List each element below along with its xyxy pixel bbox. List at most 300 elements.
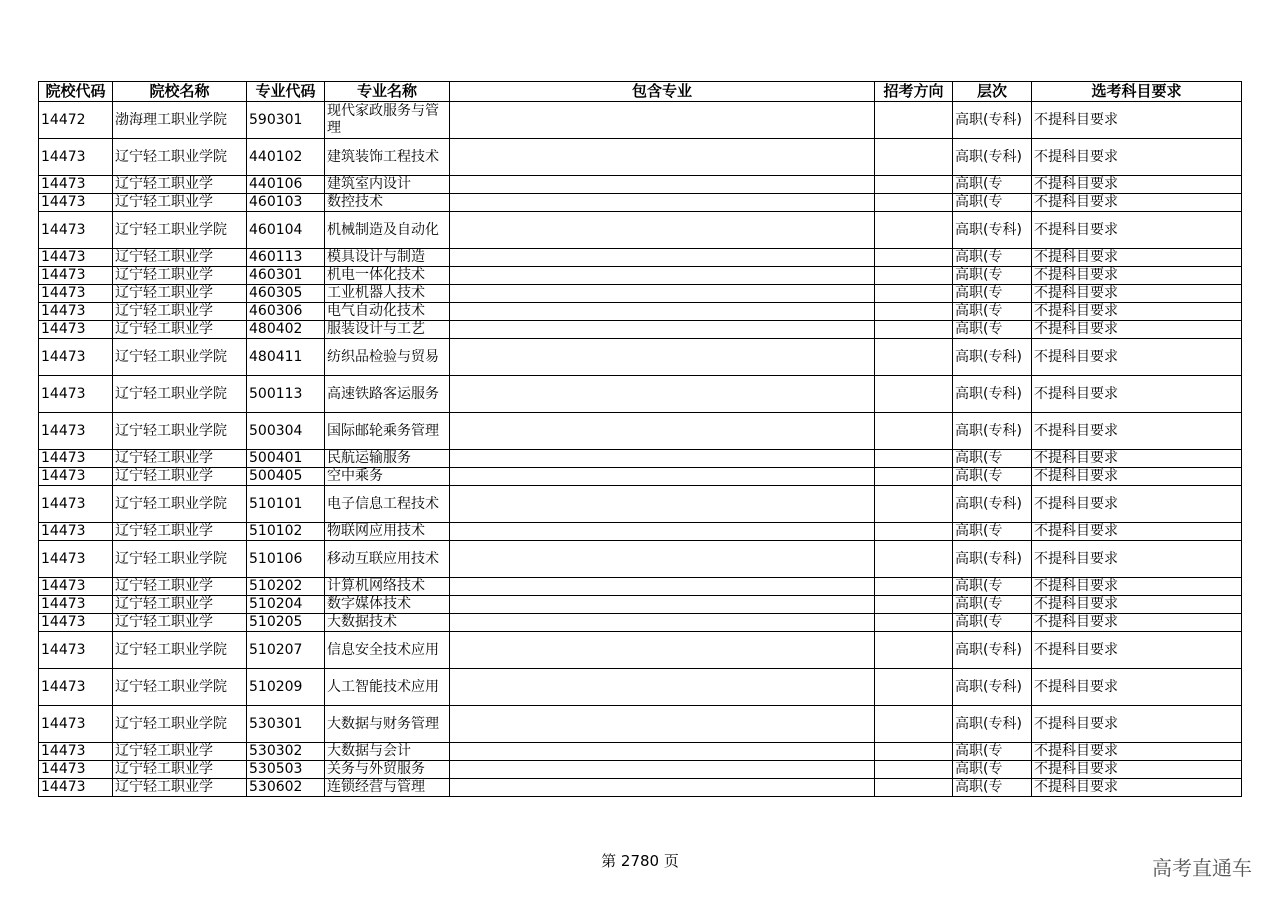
cell-major-name (325, 176, 450, 194)
cell-requirement-text: 不提科目要求 (1034, 450, 1118, 466)
cell-direction (875, 102, 953, 139)
cell-included-majors (450, 450, 875, 468)
cell-major-code-text: 460306 (249, 303, 303, 319)
cell-school-name-text: 辽宁轻工职业学 (115, 267, 213, 283)
cell-major-code-text: 440102 (249, 148, 303, 165)
cell-level (953, 176, 1032, 194)
cell-major-code (247, 339, 325, 376)
cell-requirement-text: 不提科目要求 (1034, 111, 1118, 128)
cell-school-code (39, 743, 113, 761)
cell-major-code-text: 480402 (249, 321, 303, 337)
cell-school-code-text: 14473 (41, 468, 86, 484)
cell-major-name (325, 779, 450, 797)
cell-major-code (247, 267, 325, 285)
cell-major-code (247, 194, 325, 212)
cell-major-name (325, 541, 450, 578)
cell-school-code-text: 14473 (41, 743, 86, 759)
cell-level-text: 高职(专科) (955, 550, 1022, 567)
cell-major-name (325, 761, 450, 779)
cell-school-code-text: 14473 (41, 385, 86, 402)
table-row (39, 267, 1242, 285)
cell-level-text: 高职(专科) (955, 148, 1022, 165)
cell-school-name (113, 761, 247, 779)
cell-included-majors (450, 285, 875, 303)
cell-school-name (113, 468, 247, 486)
header-requirement: 选考科目要求 (1032, 82, 1242, 102)
cell-major-code (247, 486, 325, 523)
cell-school-name-text: 辽宁轻工职业学 (115, 596, 213, 612)
cell-school-code (39, 541, 113, 578)
cell-requirement (1032, 743, 1242, 761)
table-row (39, 486, 1242, 523)
cell-school-code-text: 14473 (41, 715, 86, 732)
cell-requirement (1032, 413, 1242, 450)
cell-major-name (325, 706, 450, 743)
header-level: 层次 (953, 82, 1032, 102)
cell-level (953, 743, 1032, 761)
table-row (39, 102, 1242, 139)
cell-level-text: 高职(专 (955, 450, 1003, 466)
cell-school-code-text: 14473 (41, 779, 86, 795)
cell-requirement-text: 不提科目要求 (1034, 148, 1118, 165)
cell-requirement (1032, 468, 1242, 486)
watermark-text: 高考直通车 (1152, 856, 1252, 880)
cell-direction (875, 706, 953, 743)
cell-major-code (247, 413, 325, 450)
cell-level (953, 706, 1032, 743)
cell-direction (875, 614, 953, 632)
cell-level (953, 486, 1032, 523)
cell-major-code (247, 285, 325, 303)
table-row (39, 523, 1242, 541)
cell-major-name (325, 321, 450, 339)
cell-school-code (39, 303, 113, 321)
cell-major-name (325, 194, 450, 212)
cell-major-name-text: 数字媒体技术 (327, 596, 411, 612)
cell-school-name-text: 辽宁轻工职业学院 (115, 550, 227, 567)
cell-level (953, 596, 1032, 614)
table-row (39, 376, 1242, 413)
cell-school-name (113, 339, 247, 376)
cell-major-code-text: 510102 (249, 523, 303, 539)
cell-level-text: 高职(专科) (955, 678, 1022, 695)
cell-major-name-text: 现代家政服务与管理 (327, 103, 439, 136)
header-included-majors: 包含专业 (450, 82, 875, 102)
table-row (39, 706, 1242, 743)
cell-school-name-text: 辽宁轻工职业学 (115, 450, 213, 466)
cell-major-code-text: 510106 (249, 550, 303, 567)
cell-major-name-text: 大数据与财务管理 (327, 715, 439, 732)
cell-included-majors (450, 743, 875, 761)
cell-school-name-text: 辽宁轻工职业学院 (115, 148, 227, 165)
cell-major-name (325, 743, 450, 761)
cell-requirement (1032, 176, 1242, 194)
cell-requirement-text: 不提科目要求 (1034, 715, 1118, 732)
cell-major-code-text: 510204 (249, 596, 303, 612)
cell-direction (875, 212, 953, 249)
cell-major-code (247, 102, 325, 139)
cell-requirement-text: 不提科目要求 (1034, 743, 1118, 759)
cell-major-name-text: 计算机网络技术 (327, 578, 425, 594)
cell-requirement (1032, 267, 1242, 285)
cell-major-code-text: 510101 (249, 495, 303, 512)
cell-major-code-text: 510207 (249, 641, 303, 658)
cell-school-code-text: 14473 (41, 641, 86, 658)
cell-school-name-text: 辽宁轻工职业学 (115, 285, 213, 301)
cell-level-text: 高职(专 (955, 249, 1003, 265)
cell-major-code-text: 510205 (249, 614, 303, 630)
cell-requirement-text: 不提科目要求 (1034, 596, 1118, 612)
cell-school-code-text: 14473 (41, 285, 86, 301)
cell-major-name (325, 339, 450, 376)
cell-major-code-text: 480411 (249, 348, 303, 365)
cell-level (953, 761, 1032, 779)
cell-included-majors (450, 194, 875, 212)
cell-requirement-text: 不提科目要求 (1034, 761, 1118, 777)
cell-requirement (1032, 194, 1242, 212)
cell-level-text: 高职(专 (955, 267, 1003, 283)
cell-major-name-text: 人工智能技术应用 (327, 678, 439, 695)
cell-included-majors (450, 669, 875, 706)
cell-requirement-text: 不提科目要求 (1034, 422, 1118, 439)
cell-major-code-text: 500304 (249, 422, 303, 439)
cell-school-code-text: 14473 (41, 321, 86, 337)
cell-school-code (39, 176, 113, 194)
cell-major-name-text: 纺织品检验与贸易 (327, 348, 439, 365)
cell-major-code (247, 376, 325, 413)
cell-level-text: 高职(专 (955, 614, 1003, 630)
cell-major-code-text: 500401 (249, 450, 303, 466)
cell-school-name-text: 渤海理工职业学院 (115, 111, 227, 128)
cell-requirement-text: 不提科目要求 (1034, 321, 1118, 337)
cell-school-code (39, 450, 113, 468)
cell-school-code (39, 632, 113, 669)
cell-major-code-text: 460103 (249, 194, 303, 210)
cell-direction (875, 541, 953, 578)
cell-major-name-text: 物联网应用技术 (327, 523, 425, 539)
cell-included-majors (450, 468, 875, 486)
cell-school-name-text: 辽宁轻工职业学院 (115, 495, 227, 512)
cell-level-text: 高职(专 (955, 523, 1003, 539)
cell-level-text: 高职(专 (955, 743, 1003, 759)
cell-major-code (247, 596, 325, 614)
cell-included-majors (450, 303, 875, 321)
cell-school-name (113, 669, 247, 706)
cell-major-code (247, 523, 325, 541)
admissions-table (38, 81, 1242, 797)
cell-direction (875, 486, 953, 523)
cell-school-name (113, 578, 247, 596)
cell-major-name (325, 249, 450, 267)
cell-major-name-text: 信息安全技术应用 (327, 641, 439, 658)
cell-level (953, 523, 1032, 541)
cell-level (953, 614, 1032, 632)
table-row (39, 303, 1242, 321)
cell-requirement-text: 不提科目要求 (1034, 550, 1118, 567)
cell-school-name-text: 辽宁轻工职业学 (115, 578, 213, 594)
cell-requirement (1032, 596, 1242, 614)
cell-major-name (325, 523, 450, 541)
cell-requirement (1032, 541, 1242, 578)
cell-requirement (1032, 212, 1242, 249)
cell-level (953, 669, 1032, 706)
cell-included-majors (450, 139, 875, 176)
cell-school-code-text: 14473 (41, 523, 86, 539)
cell-level (953, 450, 1032, 468)
header-direction: 招考方向 (875, 82, 953, 102)
cell-school-code-text: 14473 (41, 578, 86, 594)
cell-included-majors (450, 761, 875, 779)
cell-major-code-text: 460104 (249, 221, 303, 238)
cell-major-name-text: 大数据与会计 (327, 743, 411, 759)
cell-school-code-text: 14473 (41, 221, 86, 238)
table-row (39, 669, 1242, 706)
cell-major-code (247, 176, 325, 194)
cell-level-text: 高职(专 (955, 194, 1003, 210)
cell-level (953, 139, 1032, 176)
cell-major-name (325, 376, 450, 413)
cell-major-name-text: 高速铁路客运服务 (327, 385, 439, 402)
cell-school-name (113, 614, 247, 632)
cell-level (953, 541, 1032, 578)
cell-major-name-text: 建筑室内设计 (327, 176, 411, 192)
table-row (39, 194, 1242, 212)
cell-major-code-text: 460301 (249, 267, 303, 283)
cell-direction (875, 339, 953, 376)
cell-school-name (113, 743, 247, 761)
cell-major-code (247, 450, 325, 468)
cell-school-name-text: 辽宁轻工职业学院 (115, 348, 227, 365)
cell-major-code (247, 614, 325, 632)
cell-school-name-text: 辽宁轻工职业学 (115, 523, 213, 539)
cell-school-name (113, 267, 247, 285)
cell-level-text: 高职(专 (955, 176, 1003, 192)
cell-major-code (247, 249, 325, 267)
cell-requirement (1032, 761, 1242, 779)
table-row (39, 450, 1242, 468)
cell-major-name-text: 建筑装饰工程技术 (327, 148, 439, 165)
cell-level-text: 高职(专科) (955, 348, 1022, 365)
page-number: 第 2780 页 (601, 852, 679, 870)
cell-requirement-text: 不提科目要求 (1034, 221, 1118, 238)
cell-level (953, 468, 1032, 486)
cell-major-name-text: 民航运输服务 (327, 450, 411, 466)
cell-major-code (247, 761, 325, 779)
cell-direction (875, 249, 953, 267)
cell-level (953, 578, 1032, 596)
cell-level-text: 高职(专 (955, 578, 1003, 594)
cell-direction (875, 669, 953, 706)
cell-major-name-text: 连锁经营与管理 (327, 779, 425, 795)
cell-major-code (247, 139, 325, 176)
cell-major-code-text: 500113 (249, 385, 303, 402)
cell-direction (875, 194, 953, 212)
cell-requirement (1032, 523, 1242, 541)
cell-major-code (247, 321, 325, 339)
table-row (39, 541, 1242, 578)
cell-major-code-text: 460113 (249, 249, 303, 265)
cell-direction (875, 285, 953, 303)
cell-major-name (325, 212, 450, 249)
cell-school-code-text: 14473 (41, 249, 86, 265)
cell-school-name (113, 102, 247, 139)
cell-major-code (247, 212, 325, 249)
cell-school-code (39, 194, 113, 212)
cell-major-code-text: 530503 (249, 761, 303, 777)
cell-direction (875, 413, 953, 450)
cell-school-code (39, 413, 113, 450)
cell-major-name (325, 102, 450, 139)
cell-school-code-text: 14473 (41, 761, 86, 777)
cell-school-code-text: 14473 (41, 678, 86, 695)
cell-major-name-text: 移动互联应用技术 (327, 550, 439, 567)
cell-school-name (113, 285, 247, 303)
cell-school-code-text: 14473 (41, 303, 86, 319)
cell-direction (875, 321, 953, 339)
cell-requirement-text: 不提科目要求 (1034, 779, 1118, 795)
cell-requirement-text: 不提科目要求 (1034, 614, 1118, 630)
cell-direction (875, 779, 953, 797)
cell-level-text: 高职(专 (955, 303, 1003, 319)
cell-school-name-text: 辽宁轻工职业学院 (115, 422, 227, 439)
cell-included-majors (450, 779, 875, 797)
cell-level (953, 632, 1032, 669)
cell-school-name (113, 541, 247, 578)
cell-major-code-text: 590301 (249, 111, 303, 128)
cell-requirement-text: 不提科目要求 (1034, 249, 1118, 265)
cell-requirement-text: 不提科目要求 (1034, 267, 1118, 283)
cell-school-name (113, 194, 247, 212)
cell-school-name (113, 450, 247, 468)
cell-major-code (247, 706, 325, 743)
cell-school-code (39, 339, 113, 376)
cell-major-name-text: 电子信息工程技术 (327, 495, 439, 512)
cell-requirement-text: 不提科目要求 (1034, 495, 1118, 512)
cell-included-majors (450, 339, 875, 376)
cell-major-code-text: 510209 (249, 678, 303, 695)
cell-school-name (113, 176, 247, 194)
cell-major-name-text: 机电一体化技术 (327, 267, 425, 283)
cell-school-code (39, 376, 113, 413)
cell-level (953, 376, 1032, 413)
cell-level (953, 779, 1032, 797)
table-row (39, 176, 1242, 194)
cell-school-name (113, 523, 247, 541)
cell-school-code-text: 14473 (41, 550, 86, 567)
cell-included-majors (450, 376, 875, 413)
cell-level-text: 高职(专科) (955, 422, 1022, 439)
cell-school-code-text: 14473 (41, 176, 86, 192)
cell-school-name-text: 辽宁轻工职业学 (115, 468, 213, 484)
cell-level-text: 高职(专科) (955, 221, 1022, 238)
cell-school-name-text: 辽宁轻工职业学 (115, 194, 213, 210)
cell-direction (875, 303, 953, 321)
cell-requirement (1032, 339, 1242, 376)
cell-level-text: 高职(专科) (955, 385, 1022, 402)
table-row (39, 614, 1242, 632)
table-row (39, 413, 1242, 450)
header-row (39, 82, 1242, 102)
table-row (39, 139, 1242, 176)
cell-school-name-text: 辽宁轻工职业学 (115, 779, 213, 795)
cell-included-majors (450, 632, 875, 669)
cell-direction (875, 596, 953, 614)
cell-level (953, 413, 1032, 450)
cell-included-majors (450, 413, 875, 450)
cell-school-code-text: 14473 (41, 267, 86, 283)
cell-direction (875, 176, 953, 194)
cell-level-text: 高职(专 (955, 285, 1003, 301)
table-body (39, 102, 1242, 797)
cell-school-code (39, 249, 113, 267)
cell-requirement (1032, 321, 1242, 339)
cell-included-majors (450, 176, 875, 194)
cell-school-code (39, 614, 113, 632)
cell-school-name-text: 辽宁轻工职业学 (115, 321, 213, 337)
cell-major-name (325, 596, 450, 614)
cell-level-text: 高职(专科) (955, 111, 1022, 128)
cell-included-majors (450, 102, 875, 139)
cell-school-name-text: 辽宁轻工职业学 (115, 176, 213, 192)
table-row (39, 779, 1242, 797)
cell-school-code (39, 669, 113, 706)
cell-requirement (1032, 486, 1242, 523)
cell-major-name-text: 数控技术 (327, 194, 383, 210)
cell-school-code (39, 468, 113, 486)
cell-school-name (113, 632, 247, 669)
cell-direction (875, 450, 953, 468)
cell-requirement (1032, 578, 1242, 596)
cell-school-name (113, 321, 247, 339)
cell-direction (875, 761, 953, 779)
cell-school-code (39, 102, 113, 139)
cell-level (953, 212, 1032, 249)
cell-major-code (247, 303, 325, 321)
cell-direction (875, 139, 953, 176)
table-row (39, 285, 1242, 303)
cell-requirement (1032, 614, 1242, 632)
cell-requirement (1032, 303, 1242, 321)
cell-major-code-text: 440106 (249, 176, 303, 192)
table-row (39, 632, 1242, 669)
cell-school-code (39, 523, 113, 541)
cell-included-majors (450, 706, 875, 743)
cell-major-code (247, 468, 325, 486)
cell-school-code (39, 578, 113, 596)
cell-direction (875, 743, 953, 761)
cell-major-name (325, 632, 450, 669)
cell-school-name-text: 辽宁轻工职业学 (115, 761, 213, 777)
cell-major-name-text: 机械制造及自动化 (327, 221, 439, 238)
cell-school-name (113, 706, 247, 743)
cell-major-code-text: 460305 (249, 285, 303, 301)
table-row (39, 578, 1242, 596)
cell-level-text: 高职(专科) (955, 715, 1022, 732)
cell-school-code (39, 285, 113, 303)
cell-school-code-text: 14473 (41, 422, 86, 439)
table-row (39, 743, 1242, 761)
cell-school-name-text: 辽宁轻工职业学 (115, 303, 213, 319)
cell-major-code (247, 578, 325, 596)
cell-major-code (247, 779, 325, 797)
cell-requirement (1032, 450, 1242, 468)
cell-level-text: 高职(专科) (955, 641, 1022, 658)
cell-school-name-text: 辽宁轻工职业学 (115, 614, 213, 630)
cell-major-code (247, 632, 325, 669)
header-school-name: 院校名称 (113, 82, 247, 102)
cell-school-name-text: 辽宁轻工职业学院 (115, 641, 227, 658)
header-major-name: 专业名称 (325, 82, 450, 102)
